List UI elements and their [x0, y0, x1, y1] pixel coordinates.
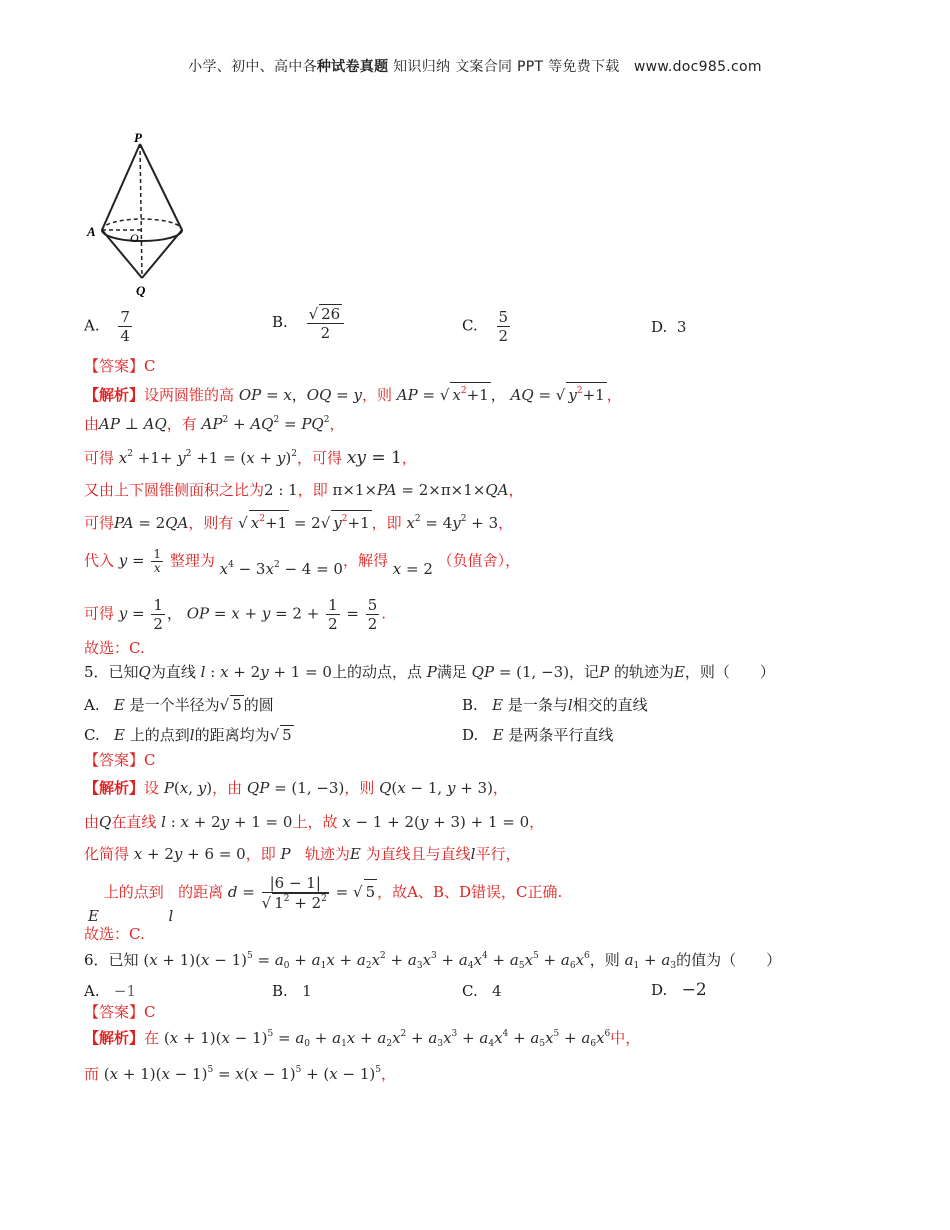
text: ，由 [212, 779, 243, 797]
text: 5．已知 [84, 663, 139, 681]
text: ，即 [371, 514, 402, 532]
q4-analysis-line-2: 由AP ⊥ AQ，有 $AP^2 + AQ^2 = PQ^2$， [84, 415, 345, 433]
q5-option-a: A. E 是一个半径为√ 5 的圆 [84, 696, 274, 714]
text: ，则有 [188, 514, 234, 532]
option-value: 3 [676, 318, 687, 336]
generatrix-pb [140, 144, 182, 230]
text: 的距离均为 [194, 726, 270, 744]
option-label: D. [651, 318, 668, 336]
label-a: A [87, 224, 96, 239]
text: （负值舍）， [437, 551, 521, 570]
text: 的轨迹为 [613, 663, 674, 681]
text: 的圆 [243, 696, 274, 714]
q4-conclusion: 故选：C. [84, 639, 145, 657]
text: 可得 [84, 449, 115, 467]
text: 的值为（ ） [676, 951, 782, 969]
text: 为直线且与直线 [365, 845, 471, 863]
axis-pq [140, 144, 142, 278]
option-label: A. [84, 982, 100, 1000]
text: ，则 [344, 779, 375, 797]
analysis-label: 【解析】 [84, 386, 145, 404]
fraction-den: 4 [120, 327, 130, 345]
text: 上的点到 [103, 883, 164, 901]
option-value: −2 [681, 980, 707, 1000]
text: 相交的直线 [572, 696, 648, 714]
q6-option-b [272, 982, 312, 1000]
text: 上的点到 [129, 726, 190, 744]
fraction-num: 5 [498, 308, 509, 326]
q5-analysis-line-3: 化简得 x + 2y + 6 = 0，即 P 轨迹为E 为直线且与直线l平行， [84, 845, 521, 863]
option-label: C. [462, 316, 478, 335]
q4-answer: 【答案】C [84, 357, 156, 375]
label-q: Q [136, 283, 146, 298]
text: 由 [84, 813, 100, 831]
q4-analysis-line-6: 代入 y = $\frac{1}{x}$ 整理为 $x^4 - 3x^2 - 4 = 0$，解得 x = 2 （负值舍）， [84, 547, 521, 578]
option-label: C. [84, 726, 100, 744]
text: ，可得 [296, 449, 342, 467]
q6-option-d [651, 980, 707, 1000]
analysis-label: 【解析】 [84, 779, 145, 797]
header-text-2: 种试卷真题 [316, 59, 389, 75]
fraction-den: 2 [320, 324, 331, 342]
q5-analysis-line-4: E 上的点到 l 的距离 d = $\frac{|6 - 1|}{√ 1^2 + 2^2}$ = √ 5 ，故A、B、D错误，C正确. [88, 874, 563, 925]
fraction-num: 7 [120, 308, 130, 326]
option-value: 4 [492, 982, 502, 1000]
text: 在直线 [111, 813, 157, 831]
text: 6．已知 [84, 951, 139, 969]
label-p: P [134, 130, 142, 145]
text: ，解得 [342, 551, 388, 570]
text: 又由上下圆锥侧面积之比为 [84, 481, 265, 499]
text: 的距离 [178, 883, 224, 901]
option-label: A. [84, 316, 100, 335]
option-label: D. [462, 726, 479, 744]
text: ，则 [362, 386, 393, 404]
option-label: B. [272, 982, 288, 1000]
q5-analysis-line-2: 由Q在直线 l : x + 2y + 1 = 0上，故 x − 1 + 2(y + 3) + 1 = 0， [84, 813, 545, 831]
q6-option-a [84, 982, 136, 1000]
text: 上，故 [292, 813, 338, 831]
text: 平行， [475, 845, 521, 863]
text: ，则（ ） [684, 663, 775, 681]
generatrix-bq [142, 230, 182, 278]
text: ，即 [245, 845, 276, 863]
text: 在 [144, 1029, 160, 1047]
text: ，故A、B、D错误，C正确. [377, 883, 563, 901]
option-label: B. [272, 313, 288, 331]
q4-analysis-line-1: 【解析】设两圆锥的高 OP = x，OQ = y，则 AP = √ $x^2+1$ ， AQ = √ $y^2+1$ ， [84, 382, 622, 407]
text: 是两条平行直线 [508, 726, 614, 744]
q6-answer: 【答案】C [84, 1003, 156, 1021]
text: 化简得 [84, 845, 130, 863]
q6-option-c [462, 982, 502, 1000]
text: 设两圆锥的高 [144, 386, 235, 404]
text: 可得 [84, 604, 115, 623]
text: 满足 [436, 663, 467, 681]
q6-analysis-line-2: 而 $(x + 1)(x - 1)^5 = x(x - 1)^5 + (x - 1)^5$， [84, 1065, 397, 1083]
text: 代入 [84, 551, 115, 570]
q4-option-b: B. $\frac{√ 26}{2}$ [272, 304, 346, 342]
text: ，则 [589, 951, 620, 969]
q5-option-d: D. E 是两条平行直线 [462, 726, 614, 744]
q6-stem: 6．已知 $(x + 1)(x - 1)^5 = a_0 + a_1x + a_2x^2 + a_3x^3 + a_4x^4 + a_5x^5 + a_6x^6$，则 $a_1 + a_3$的值为（ ） [84, 951, 782, 971]
q5-answer: 【答案】C [84, 751, 156, 769]
q4-option-c [462, 308, 512, 345]
page-header [0, 56, 950, 76]
q4-option-d [651, 318, 686, 336]
q4-option-a [84, 308, 134, 345]
text: 设 [144, 779, 160, 797]
q5-analysis-line-1: 【解析】设 P(x, y)，由 QP = (1, −3)，则 Q(x − 1, y + 3)， [84, 779, 508, 797]
header-text-3: 知识归纳 文案合同 PPT 等免费下载 [388, 59, 620, 75]
q4-analysis-line-5: 可得PA = 2QA，则有 √ $x^2+1 = 2√$ $y^2+1$ ，即 $x^2 = 4y^2 + 3$， [84, 510, 513, 535]
q4-analysis-line-3: 可得 $x^2 +1+ y^2 +1 = (x + y)^2$，可得 xy = 1， [84, 448, 417, 468]
q5-stem: 5．已知Q为直线 l : x + 2y + 1 = 0上的动点，点 P满足 QP = (1, −3)，记P 的轨迹为E，则（ ） [84, 663, 775, 681]
q6-analysis-line-1: 【解析】在 $(x + 1)(x - 1)^5 = a_0 + a_1x + a_2x^2 + a_3x^3 + a_4x^4 + a_5x^5 + a_6x^6$中， [84, 1029, 641, 1049]
option-label: A. [84, 696, 100, 714]
text: 上的动点，点 [331, 663, 422, 681]
option-value: 1 [302, 982, 312, 1000]
text: 整理为 [169, 551, 215, 570]
q4-analysis-line-4: 又由上下圆锥侧面积之比为2 : 1，即 π×1×PA = 2×π×1×QA， [84, 481, 524, 499]
fraction-num: 26 [321, 305, 341, 323]
header-text-1: 小学、初中、高中各 [188, 59, 317, 75]
text: 是一条与 [507, 696, 568, 714]
text: 可得 [84, 514, 115, 532]
text: 由 [84, 415, 100, 433]
text: ，有 [166, 415, 197, 433]
q4-analysis-line-7: 可得 y = $\frac{1}{2}$ ， OP = x + y = 2 + $\frac{1}{2}$ = $\frac{5}{2}$ . [84, 596, 387, 633]
q5-option-c: C. E 上的点到l的距离均为√ 5 [84, 726, 292, 744]
label-o: O [130, 231, 139, 245]
option-label: B. [462, 696, 478, 714]
fraction-den: 2 [498, 327, 509, 345]
option-label: C. [462, 982, 478, 1000]
text: 而 [84, 1065, 100, 1083]
analysis-label: 【解析】 [84, 1029, 145, 1047]
generatrix-pa [102, 144, 140, 230]
text: 中， [610, 1029, 641, 1047]
text: ，记 [569, 663, 600, 681]
q5-conclusion: 故选：C. [84, 925, 145, 943]
text: ，即 [297, 481, 328, 499]
option-value: −1 [113, 982, 137, 1000]
q5-option-b: B. E 是一条与l相交的直线 [462, 696, 648, 714]
double-cone-figure [84, 130, 194, 300]
text: 为直线 [150, 663, 196, 681]
text: 轨迹为 [304, 845, 350, 863]
text: 是一个半径为 [129, 696, 220, 714]
option-label: D. [651, 981, 668, 999]
header-site-link[interactable]: www.doc985.com [633, 59, 762, 75]
